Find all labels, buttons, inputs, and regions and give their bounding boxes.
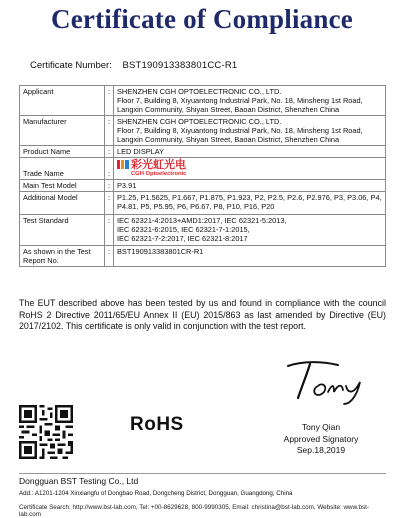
certificate-number-value: BST190913383801CC-R1 bbox=[122, 60, 238, 71]
contact-info[interactable]: Certificate Search: http://www.bst-lab.com, Tel: +00-8629628, 800-9990305, Email: christina@bst-lab.com, Website: www.bst-lab.com bbox=[19, 504, 370, 518]
certificate-number bbox=[30, 60, 237, 71]
label-manufacturer: Manufacturer bbox=[20, 116, 105, 146]
cgh-logo-english: CGH Optoelectronic bbox=[131, 171, 187, 177]
row-manufacturer bbox=[20, 116, 386, 146]
cgh-logo bbox=[117, 160, 186, 178]
rohs-logo: RoHS bbox=[130, 414, 184, 435]
label-trade-name: Trade Name bbox=[20, 158, 105, 180]
value-manufacturer bbox=[114, 116, 386, 146]
cgh-logo-icon bbox=[117, 160, 129, 169]
value-test-report: BST190913383801CR-R1 bbox=[114, 246, 386, 267]
manufacturer-address: Floor 7, Building 8, Xiyuantong Industrial Park, No. 18, Minsheng 1st Road, Langxin Community, Shiyan Street, Baoan District, Shenzhen China bbox=[117, 126, 363, 144]
qr-code-icon bbox=[19, 405, 73, 459]
colon: : bbox=[105, 180, 114, 192]
colon: : bbox=[105, 86, 114, 116]
colon: : bbox=[105, 192, 114, 215]
label-main-test-model: Main Test Model bbox=[20, 180, 105, 192]
row-test-report bbox=[20, 246, 386, 267]
row-main-test-model bbox=[20, 180, 386, 192]
applicant-address: Floor 7, Building 8, Xiyuantong Industrial Park, No. 18, Minsheng 1st Road, Langxin Community, Shiyan Street, Baoan District, Shenzhen China bbox=[117, 96, 363, 114]
signatory-date: Sep.18,2019 bbox=[296, 445, 346, 455]
colon: : bbox=[105, 246, 114, 267]
row-test-standard bbox=[20, 215, 386, 246]
cgh-logo-chinese: 彩光虹光电 bbox=[131, 159, 186, 171]
row-product-name bbox=[20, 146, 386, 158]
label-test-report: As shown in the Test Report No. bbox=[20, 246, 105, 267]
label-product-name: Product Name bbox=[20, 146, 105, 158]
eut-statement: The EUT described above has been tested by us and found in compliance with the council RoHS 2 Directive 2011/65/EU Annex II (EU) 2015/863 as last amended by Directive (EU) 2017/2102. This certificate is only valid in conjunction with the test report. bbox=[19, 298, 386, 332]
row-additional-model bbox=[20, 192, 386, 215]
colon: : bbox=[105, 215, 114, 246]
signatory-block bbox=[254, 422, 388, 457]
value-applicant bbox=[114, 86, 386, 116]
manufacturer-name: SHENZHEN CGH OPTOELECTRONIC CO., LTD. bbox=[117, 117, 282, 126]
company-name: Dongguan BST Testing Co., Ltd bbox=[19, 476, 139, 486]
company-address: Add.: A1201-1204 Xinxiangfu of Dongbao Road, Dongcheng District, Dongguan, Guangdong, China bbox=[19, 490, 293, 497]
value-additional-model: P1.25, P1.5625, P1.667, P1.875, P1.923, P2, P2.5, P2.6, P2.976, P3, P3.06, P4, P4.81, P5, P5.95, P6, P6.67, P8, P10, P16, P20 bbox=[114, 192, 386, 215]
test-standard-line: IEC 62321-6:2015, IEC 62321-7-1:2015, bbox=[117, 225, 250, 234]
colon: : bbox=[105, 146, 114, 158]
certificate-info-table bbox=[19, 85, 386, 267]
certificate-title: Certificate of Compliance bbox=[51, 4, 353, 34]
signature-image bbox=[280, 356, 380, 406]
qr-code[interactable] bbox=[19, 405, 73, 459]
colon: : bbox=[105, 116, 114, 146]
test-standard-line: IEC 62321-7-2:2017, IEC 62321-8:2017 bbox=[117, 234, 248, 243]
value-main-test-model: P3.91 bbox=[114, 180, 386, 192]
applicant-name: SHENZHEN CGH OPTOELECTRONIC CO., LTD. bbox=[117, 87, 282, 96]
label-test-standard: Test Standard bbox=[20, 215, 105, 246]
value-trade-name bbox=[114, 158, 386, 180]
value-test-standard bbox=[114, 215, 386, 246]
colon: : bbox=[105, 158, 114, 180]
value-product-name: LED DISPLAY bbox=[114, 146, 386, 158]
test-standard-line: IEC 62321-4:2013+AMD1:2017, IEC 62321-5:2013, bbox=[117, 216, 287, 225]
certificate-number-label: Certificate Number: bbox=[30, 60, 112, 71]
signatory-name: Tony Qian bbox=[301, 422, 341, 432]
label-additional-model: Additional Model bbox=[20, 192, 105, 215]
row-applicant bbox=[20, 86, 386, 116]
row-trade-name bbox=[20, 158, 386, 180]
label-applicant: Applicant bbox=[20, 86, 105, 116]
signatory-title: Approved Signatory bbox=[283, 433, 359, 444]
footer-divider bbox=[19, 473, 386, 474]
